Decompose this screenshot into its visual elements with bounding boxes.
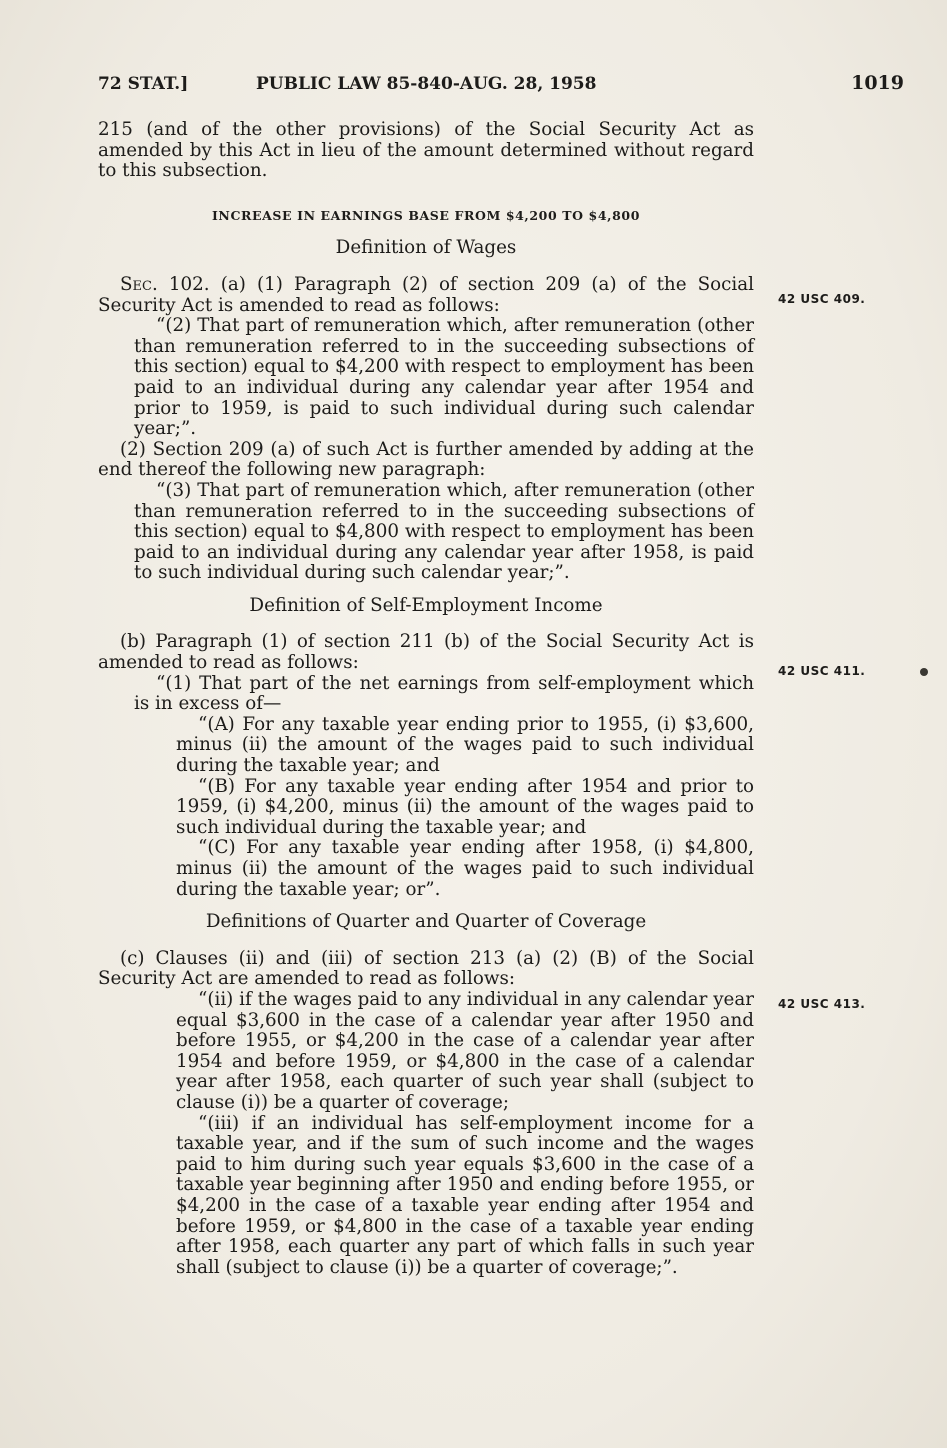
paragraph-b: (b) Paragraph (1) of section 211 (b) of the Social Security Act is amended to read as follows: bbox=[98, 631, 754, 674]
subheading-self-employment: Definition of Self-Employment Income bbox=[249, 594, 603, 616]
paragraph-c: (c) Clauses (ii) and (iii) of section 213 (a) (2) (B) of the Social Security Act are amended to read as follows: bbox=[98, 947, 754, 990]
quoted-paragraph-2: “(2) That part of remuneration which, after remuneration (other than remuneration referred to in the succeeding subsections of this section) equal to $4,200 with respect to employment has been paid to an individual during any calendar year after 1954 and prior to 1959, is paid to such individual during such calendar year;”. bbox=[134, 315, 754, 440]
clause-c-iii: “(iii) if an individual has self-employment income for a taxable year, and if the sum of such income and the wages paid to him during such year equals $3,600 in the case of a taxable year beginning after 1950 and ending before 1955, or $4,200 in the case of a taxable year ending after 1954 and before 1959, or $4,800 in the case of a taxable year ending after 1958, each quarter any part of which falls in such year shall (subject to clause (i)) be a quarter of coverage;”. bbox=[176, 1112, 754, 1278]
section-heading: INCREASE IN EARNINGS BASE FROM $4,200 TO $4,800 bbox=[211, 207, 641, 223]
section-102-a bbox=[98, 275, 754, 316]
page-body bbox=[98, 120, 754, 1278]
margin-note-411: 42 USC 411. bbox=[778, 664, 866, 678]
page-number: 1019 bbox=[851, 72, 904, 94]
margin-note-413: 42 USC 413. bbox=[778, 997, 866, 1011]
clause-c-ii: “(ii) if the wages paid to any individual in any calendar year equal $3,600 in the case of a calendar year after 1950 and before 1955, or $4,200 in the case of a calendar year after 1954 and before 1959, or $4,800 in the case of a calendar year after 1958, each quarter of such year shall (subject to clause (i)) be a quarter of coverage; bbox=[176, 988, 754, 1113]
subheading-wages: Definition of Wages bbox=[335, 237, 517, 259]
sec-label: Sec. bbox=[120, 273, 158, 295]
binding-hole-mark bbox=[920, 668, 928, 676]
clause-b-B: “(B) For any taxable year ending after 1954 and prior to 1959, (i) $4,200, minus (ii) the amount of the wages paid to such individual during the taxable year; and bbox=[176, 775, 754, 838]
running-title: PUBLIC LAW 85-840-AUG. 28, 1958 bbox=[256, 74, 597, 94]
quoted-paragraph-3: “(3) That part of remuneration which, after remuneration (other than remuneration referred to in the succeeding subsections of this section) equal to $4,800 with respect to employment has been paid to an individual during any calendar year after 1958, is paid to such individual during such calendar year;”. bbox=[134, 479, 754, 584]
quoted-paragraph-b1: “(1) That part of the net earnings from self-employment which is in excess of— bbox=[134, 672, 754, 715]
page-header bbox=[98, 74, 904, 100]
section-102-a-text: 102. (a) (1) Paragraph (2) of section 209 (a) of the Social Security Act is amended to read as follows: bbox=[98, 273, 755, 316]
clause-b-C: “(C) For any taxable year ending after 1958, (i) $4,800, minus (ii) the amount of the wages paid to such individual during the taxable year; or”. bbox=[176, 837, 754, 900]
volume-reference: 72 STAT.] bbox=[98, 74, 189, 94]
continued-paragraph: 215 (and of the other provisions) of the Social Security Act as amended by this Act in lieu of the amount determined without regard to this subsection. bbox=[98, 119, 754, 182]
paragraph-a2: (2) Section 209 (a) of such Act is further amended by adding at the end thereof the following new paragraph: bbox=[98, 438, 754, 481]
margin-note-409: 42 USC 409. bbox=[778, 292, 866, 306]
clause-b-A: “(A) For any taxable year ending prior to 1955, (i) $3,600, minus (ii) the amount of the wages paid to such individual during the taxable year; and bbox=[176, 713, 754, 777]
subheading-quarter: Definitions of Quarter and Quarter of Coverage bbox=[205, 911, 647, 933]
